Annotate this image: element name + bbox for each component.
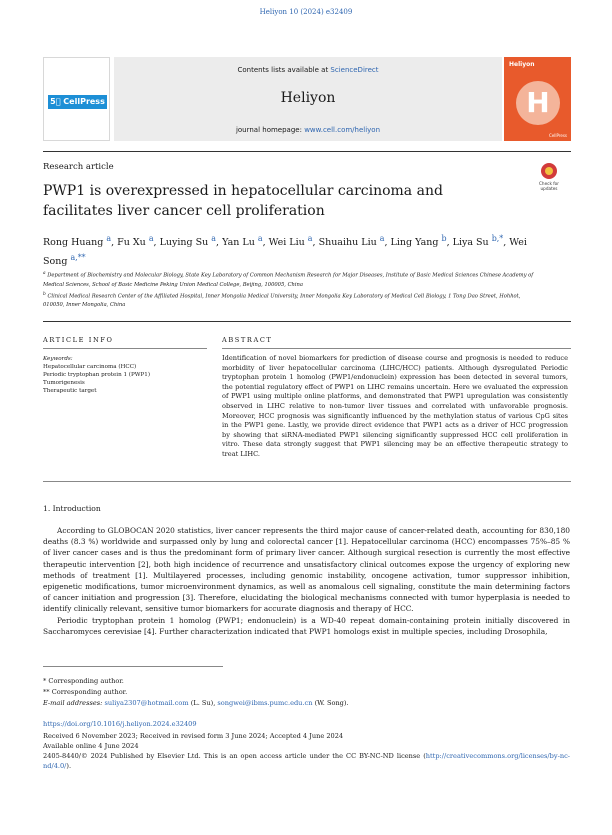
publisher-logo-box[interactable] [43,57,110,141]
author[interactable]: Yan Lu $^a$ [222,234,263,249]
keywords-block [43,355,208,395]
abstract-heading: ABSTRACT [222,336,273,344]
keyword: Tumorigenesis [43,380,85,386]
section-heading-introduction: 1. Introduction [43,504,101,513]
journal-cover[interactable] [504,57,571,141]
sciencedirect-link[interactable]: ScienceDirect [330,66,379,74]
article-info-rule [43,348,207,349]
author[interactable]: Shuaihu Liu $^a$ [318,234,385,249]
contents-line: Contents lists available at ScienceDirect [237,66,379,74]
doi-link[interactable]: https://doi.org/10.1016/j.heliyon.2024.e32409 [43,720,197,728]
keyword: Hepatocellular carcinoma (HCC) [43,364,137,370]
available-online: Available online 4 June 2024 [43,742,139,750]
crossmark-icon [541,163,557,179]
author[interactable]: Liya Su $^{b,*}$ [452,234,504,249]
check-for-updates-badge[interactable] [535,163,563,195]
journal-info-box [114,57,502,141]
article-title: PWP1 is overexpressed in hepatocellular carcinoma and facilitates liver cancer cell proliferation [43,183,443,219]
author[interactable]: Fu Xu $^a$ [117,234,154,249]
cover-title: Heliyon [509,61,535,68]
email-link[interactable]: suliya2307@hotmail.com [104,699,189,707]
license-statement: 2405-8440/© 2024 Published by Elsevier Ltd. This is an open access article under the CC BY-NC-ND license (http://creativecommons.org/licenses/by-nc-nd/4.0/). [43,752,570,770]
received-dates: Received 6 November 2023; Received in revised form 3 June 2024; Accepted 4 June 2024 [43,732,344,740]
footnote-corresponding-2: ** Corresponding author. [43,688,128,696]
author-list: Rong Huang $^a$, Fu Xu $^a$, Luying Su $^a$, Yan Lu $^a$, Wei Liu $^a$, Shuaihu Liu $^a$, Ling Yang $^b$, Liya Su $^{b,*}$, Wei Song $^{a,**}$ [43,234,527,268]
journal-name: Heliyon [280,90,336,106]
homepage-line: journal homepage: www.cell.com/heliyon [235,126,381,134]
crossmark-label: Check for updates [539,181,559,191]
keywords-label: Keywords: [43,356,73,362]
header-divider [43,151,571,152]
email-link[interactable]: songwei@ibms.pumc.edu.cn [217,699,313,707]
keyword: Therapeutic target [43,388,97,394]
affiliations [43,269,543,310]
affiliation-b: $^b$ Clinical Medical Research Center of the Affiliated Hospital, Inner Mongolia Medical University, Inner Mongolia Key Laboratory of Medical Cell Biology, 1 Tong Dao Street, Hohhot, 010050, Inner Mongolia, China [43,291,521,309]
license-link[interactable]: http://creativecommons.org/licenses/by-nc-nd/4.0/ [43,752,570,770]
author[interactable]: Luying Su $^a$ [159,234,217,249]
homepage-link[interactable]: www.cell.com/heliyon [304,126,381,134]
keyword: Periodic tryptophan protein 1 (PWP1) [43,372,150,378]
abstract-bottom-rule [43,481,571,482]
cover-publisher: CellPress [548,133,567,138]
paragraph: According to GLOBOCAN 2020 statistics, liver cancer represents the third major cause of cancer-related death, accounting for 830,180 deaths (8.3 %) worldwide and surpassed only by lung and colorectal cancer [1]. Hepatocellular carcinoma (HCC) encompasses 75%–85 % of liver cancer cases and is thus the predominant form of primary liver cancer. Although surgical resection is currently the most effective therapeutic intervention [2], both high incidence of recurrence and unsatisfactory clinical outcomes expose the urgency of exploring new methods of treatment [1]. Multilayered processes, including genomic instability, oncogene activation, tumor suppressor inhibition, epigenetic modifications, tumor microenvironment dynamics, as well as anomalous cell signaling, constitute the main determining factors of cancer initiation and progression [3]. Therefore, elucidating the biological mechanisms connected with tumor hyperplasia is needed to identify clinically relevant, sensitive tumor biomarkers for accurate diagnosis and therapy of HCC. [43,526,570,614]
abstract-rule [222,348,571,349]
introduction-body [43,525,570,637]
journal-header [43,57,571,145]
footnote-rule [43,666,223,667]
paragraph: Periodic tryptophan protein 1 homolog (PWP1; endonuclein) is a WD-40 repeat domain-containing protein initially discovered in Saccharomyces cerevisiae [4]. Further characterization indicated that PWP1 homologs exist in multiple species, including Drosophila, [43,615,570,636]
footnote-emails: E-mail addresses: suliya2307@hotmail.com (L. Su), songwei@ibms.pumc.edu.cn (W. Song). [43,699,349,707]
abstract-text: Identification of novel biomarkers for prediction of disease course and prognosis is needed to reduce morbidity of liver hepatocellular carcinoma (LIHC/HCC) patients. Although dysregulated Periodic tryptophan protein 1 homolog (PWP1/endonuclein) expression has been detected in several tumors, the potential regulatory effect of PWP1 on LIHC remains uncertain. Here we evaluated the expression of PWP1 using multiple online platforms, and demonstrated that PWP1 upregulation was consistently observed in LIHC relative to non-tumor liver tissues and correlated with unfavorable prognosis. Moreover, HCC prognosis was significantly influenced by the methylation status of various CpG sites in the PWP1 gene. Lastly, we provide direct evidence that PWP1 acts as a driver of HCC progression by showing that siRNA-mediated PWP1 silencing significantly suppressed HCC cell proliferation in vitro. These data strongly suggest that PWP1 silencing may be an effective therapeutic strategy to treat LIHC. [222,354,568,458]
author[interactable]: Ling Yang $^b$ [390,234,447,249]
cover-letter: H [526,86,550,119]
affiliation-a: $^a$ Department of Biochemistry and Molecular Biology, State Key Laboratory of Common Mechanism Research for Major Diseases, Institute of Basic Medical Sciences Chinese Academy of Medical Sciences, School of Basic Medicine Peking Union Medical College, Beijing, 100005, China [43,271,534,288]
cellpress-logo: 5⃝ CellPress [48,95,107,109]
article-info-heading: ARTICLE INFO [43,336,114,344]
footnote-corresponding-1: * Corresponding author. [43,677,124,685]
author[interactable]: Wei Liu $^a$ [268,234,313,249]
author[interactable]: Rong Huang $^a$ [43,234,112,249]
article-type: Research article [43,162,114,172]
journal-reference[interactable]: Heliyon 10 (2024) e32409 [259,8,353,16]
authors-divider [43,321,571,322]
author[interactable]: Wei Song $^{a,**}$ [43,237,527,268]
